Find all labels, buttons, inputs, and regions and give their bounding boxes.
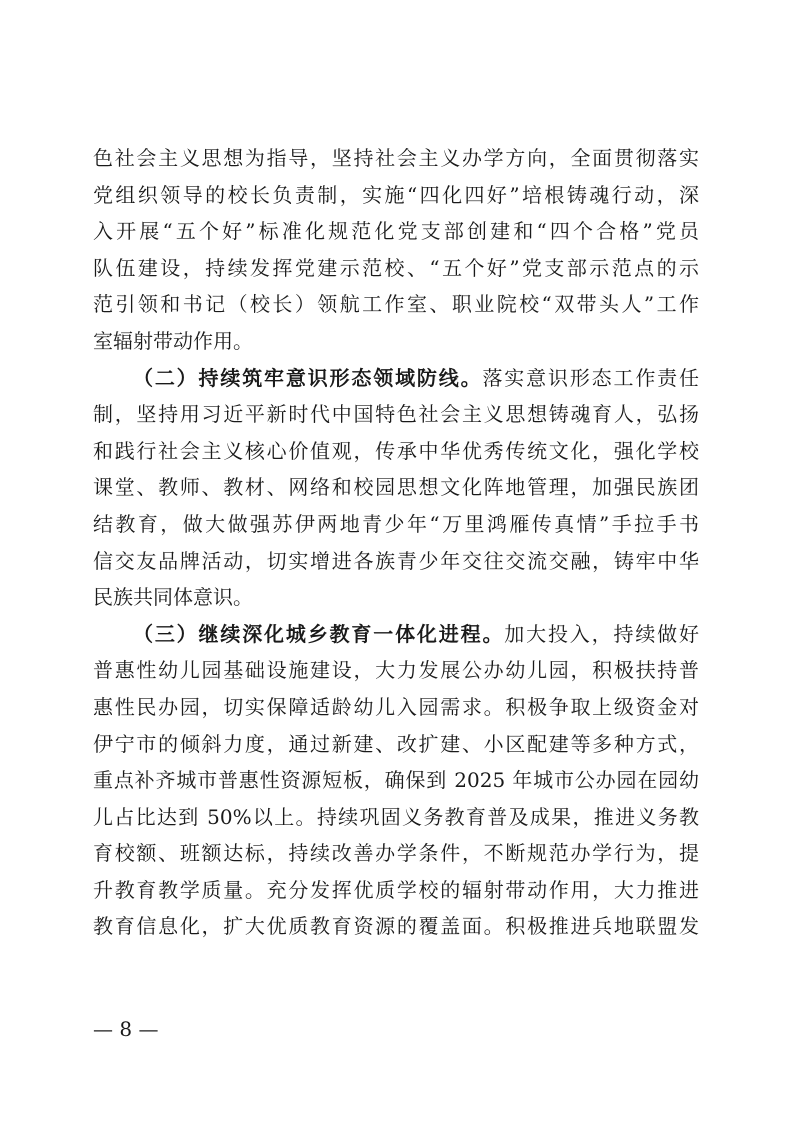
paragraph-1 [93, 140, 699, 360]
text-line: 信交友品牌活动，切实增进各族青少年交往交流交融，铸牢中华 [93, 548, 699, 573]
text-line-first [93, 616, 699, 653]
text-line: 入开展“五个好”标准化规范化党支部创建和“四个合格”党员 [93, 219, 699, 244]
text-line: 室辐射带动作用。 [93, 328, 253, 353]
text-line: 结教育，做大做强苏伊两地青少年“万里鸿雁传真情”手拉手书 [93, 511, 699, 536]
text-line: 队伍建设，持续发挥党建示范校、“五个好”党支部示范点的示 [93, 255, 699, 280]
text-line: 升教育教学质量。充分发挥优质学校的辐射带动作用，大力推进 [93, 877, 699, 902]
text-line: 民族共同体意识。 [93, 585, 253, 610]
section-heading-2: （二）持续筑牢意识形态领域防线。 [133, 365, 483, 390]
text-line-first [93, 360, 699, 397]
text-line: 教育信息化，扩大优质教育资源的覆盖面。积极推进兵地联盟发 [93, 914, 699, 939]
section-heading-3: （三）继续深化城乡教育一体化进程。 [133, 621, 505, 646]
text-line: 伊宁市的倾斜力度，通过新建、改扩建、小区配建等多种方式， [93, 731, 699, 756]
text-run: 加大投入，持续做好 [504, 621, 699, 646]
body-text [93, 140, 699, 945]
text-line: 和践行社会主义核心价值观，传承中华优秀传统文化，强化学校 [93, 438, 699, 463]
text-run: 落实意识形态工作责任 [482, 365, 699, 390]
text-line: 范引领和书记（校长）领航工作室、职业院校“双带头人”工作 [93, 292, 699, 317]
page-number: — 8 — [93, 1017, 159, 1041]
text-line: 色社会主义思想为指导，坚持社会主义办学方向，全面贯彻落实 [93, 146, 699, 170]
text-line: 育校额、班额达标，持续改善办学条件，不断规范办学行为，提 [93, 841, 699, 866]
text-line: 制，坚持用习近平新时代中国特色社会主义思想铸魂育人，弘扬 [93, 402, 699, 427]
text-line: 重点补齐城市普惠性资源短板，确保到 2025 年城市公办园在园幼 [93, 768, 699, 793]
text-line: 惠性民办园，切实保障适龄幼儿入园需求。积极争取上级资金对 [93, 694, 699, 719]
paragraph-2 [93, 360, 699, 616]
paragraph-3 [93, 616, 699, 945]
text-line: 儿占比达到 50%以上。持续巩固义务教育普及成果，推进义务教 [93, 804, 699, 829]
text-line: 普惠性幼儿园基础设施建设，大力发展公办幼儿园，积极扶持普 [93, 658, 699, 683]
text-line: 党组织领导的校长负责制，实施“四化四好”培根铸魂行动，深 [93, 182, 699, 207]
text-line: 课堂、教师、教材、网络和校园思想文化阵地管理，加强民族团 [93, 475, 699, 500]
